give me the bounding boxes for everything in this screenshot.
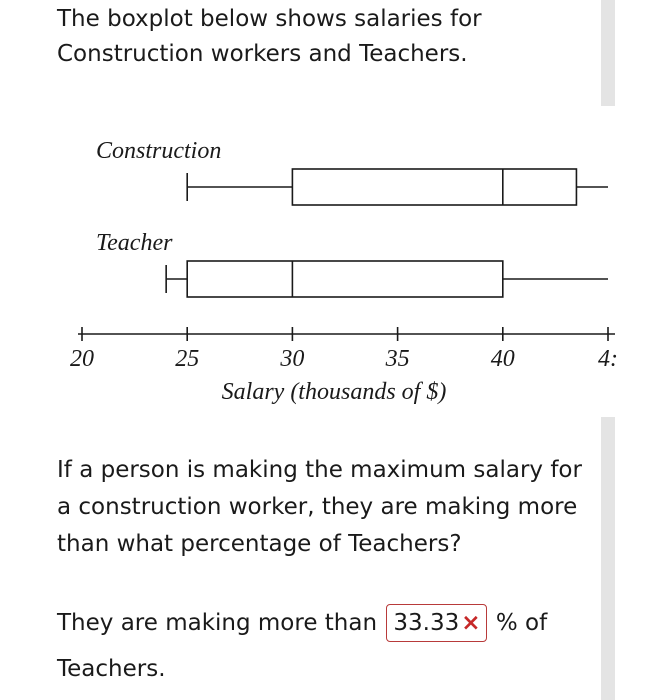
x-tick-label-45: 4: <box>598 346 618 372</box>
intro-text: The boxplot below shows salaries for Construction workers and Teachers. <box>57 6 482 67</box>
x-tick-label-25: 25 <box>175 346 200 372</box>
x-axis-label: Salary (thousands of $) <box>221 379 447 405</box>
answer-sentence <box>57 600 602 692</box>
scrollbar-track-top[interactable] <box>601 0 615 106</box>
answer-input[interactable] <box>386 604 486 642</box>
series-label-construction: Construction <box>96 138 222 164</box>
answer-value: 33.33 <box>393 610 460 636</box>
scrollbar-track-bottom[interactable] <box>601 417 615 700</box>
boxplot-chart <box>0 120 640 420</box>
series-label-teacher: Teacher <box>96 230 173 256</box>
answer-suffix: % of <box>495 610 548 636</box>
box-teacher <box>187 261 503 297</box>
x-tick-label-40: 40 <box>490 346 515 372</box>
answer-prefix: They are making more than <box>57 610 378 636</box>
box-construction <box>292 169 576 205</box>
x-tick-label-30: 30 <box>280 346 305 372</box>
incorrect-icon: × <box>461 610 481 636</box>
x-tick-label-35: 35 <box>385 346 410 372</box>
x-tick-label-20: 20 <box>70 346 94 372</box>
question-text: If a person is making the maximum salary for a construction worker, they are making more than what percentage of Teachers? <box>57 457 582 557</box>
answer-suffix-line2: Teachers. <box>57 656 166 682</box>
